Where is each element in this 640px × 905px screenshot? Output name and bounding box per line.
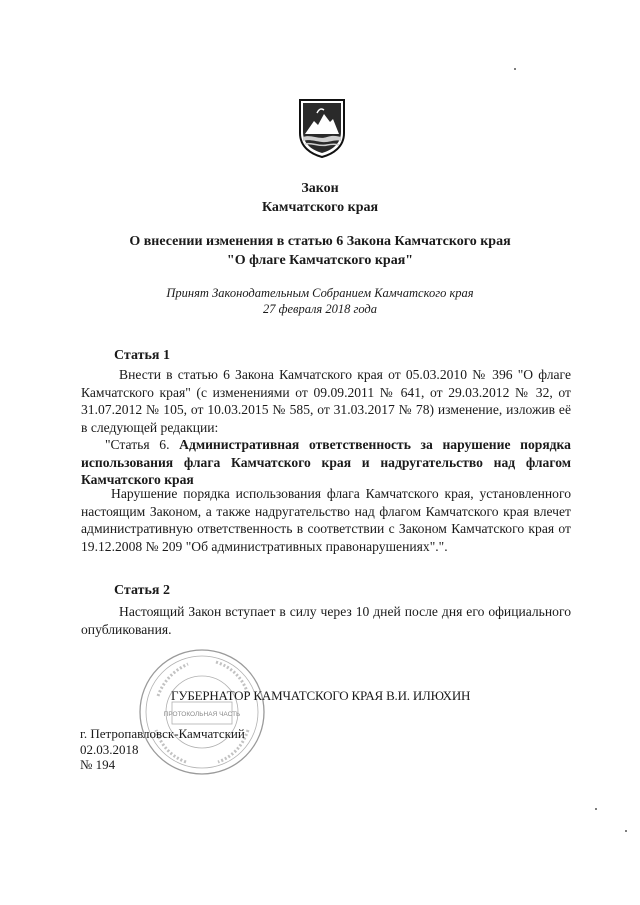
adoption-note-line1: Принят Законодательным Собранием Камчатского края bbox=[166, 286, 474, 300]
governor-signature: ГУБЕРНАТОР КАМЧАТСКОГО КРАЯ В.И. ИЛЮХИН bbox=[171, 688, 471, 703]
signing-city: г. Петропавловск-Камчатский bbox=[80, 726, 245, 741]
scan-speck bbox=[625, 830, 627, 832]
article-2-heading: Статья 2 bbox=[114, 583, 170, 598]
scan-speck bbox=[595, 808, 597, 810]
law-subject-line2: "О флаге Камчатского края" bbox=[226, 253, 414, 268]
new-article-text: Нарушение порядка использования флага Камчатского края, установленного настоящим Законом, а также надругательство над флагом Камчатского края влечет административную ответственность в соответствии с Законом Камчатского края от 19.12.2008 № 209 "Об административных правонарушениях".". bbox=[81, 486, 571, 554]
adoption-date: 27 февраля 2018 года bbox=[262, 302, 378, 316]
article-2-text: Настоящий Закон вступает в силу через 10 дней после дня его официального опубликования. bbox=[81, 604, 571, 637]
law-title bbox=[0, 179, 640, 217]
article-2-body bbox=[81, 603, 571, 638]
new-article-prefix: "Статья 6. bbox=[105, 437, 170, 452]
law-title-line2: Камчатского края bbox=[261, 200, 379, 215]
law-subject bbox=[0, 232, 640, 270]
article-1-intro: Внести в статью 6 Закона Камчатского края от 05.03.2010 № 396 "О флаге Камчатского края" (с изменениями от 09.09.2011 № 641, от 29.03.2012 № 32, от 31.07.2012 № 105, от 10.03.2015 № 585, от 31.03.2017 № 78) изменение, изложив её в следующей редакции: bbox=[81, 367, 571, 435]
adoption-note bbox=[0, 285, 640, 317]
law-number: № 194 bbox=[80, 757, 116, 772]
article-1-heading: Статья 1 bbox=[114, 348, 170, 363]
signing-date: 02.03.2018 bbox=[80, 741, 139, 757]
kamchatka-coat-of-arms-icon bbox=[297, 97, 347, 159]
stamp-text: ПРОТОКОЛЬНАЯ ЧАСТЬ bbox=[163, 711, 241, 718]
law-title-line1: Закон bbox=[301, 181, 339, 196]
article-1-body bbox=[81, 366, 571, 489]
new-article-title: Административная ответственность за нарушение порядка использования флага Камчатского края и надругательство над флагом Камчатского края bbox=[81, 437, 571, 487]
new-article-text-block bbox=[81, 485, 571, 555]
scan-speck bbox=[514, 68, 516, 70]
signing-details bbox=[80, 726, 245, 773]
law-subject-line1: О внесении изменения в статью 6 Закона Камчатского края bbox=[129, 234, 511, 249]
